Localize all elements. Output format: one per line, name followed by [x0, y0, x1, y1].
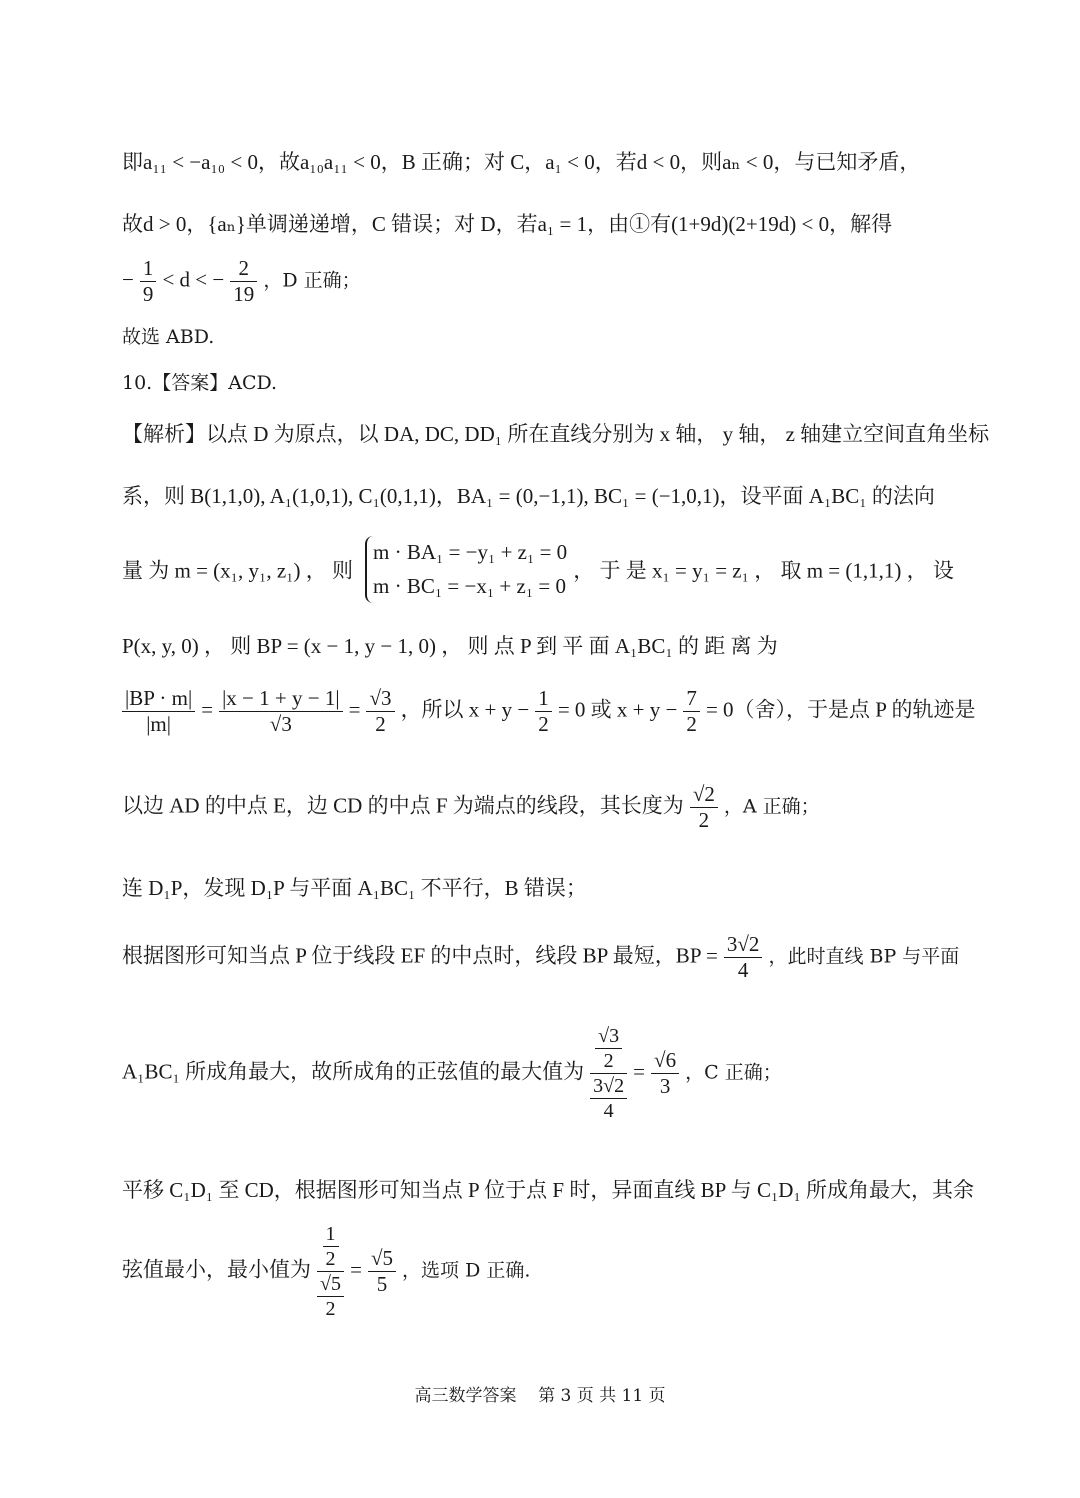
- fraction-two-nineteenths: $\frac{2}{19}$: [230, 256, 257, 307]
- text-line-11: 以边 AD 的中点 E，边 CD 的中点 F 为端点的线段，其长度为 $\frac{√2}{2}$ ，A 正确；: [122, 782, 820, 833]
- line-7-text: 系，则 B(1,1,0), A₁(1,0,1), C₁(0,1,1)，BA₁ = (0,−1,1), BC₁ = (−1,0,1)，设平面 A₁BC₁ 的法向: [122, 484, 935, 508]
- line-4-text: 故选 ABD.: [122, 326, 215, 348]
- fraction-one-ninth: $\frac{1}{9}$: [140, 256, 157, 307]
- text-line-13: 根据图形可知当点 P 位于线段 EF 的中点时，线段 BP 最短，BP = $\frac{3√2}{4}$ ，此时直线 BP 与平面: [122, 932, 960, 983]
- text-line-3: [122, 256, 361, 307]
- fraction-bp-dot-m: $\frac{|BP \cdot m|}{|m|}$: [122, 686, 195, 737]
- line-3-tail: ，D 正确；: [263, 269, 361, 292]
- fraction-sqrt2-over-2: $\frac{√2}{2}$: [690, 782, 718, 833]
- compound-fraction-cosine: $\frac{\frac{1}{2}}{\frac{√5}{2}}$: [317, 1222, 344, 1321]
- text-line-4: [122, 322, 214, 349]
- text-line-14: A₁BC₁ 所成角最大，故所成角的正弦值的最大值为 $\frac{\frac{√3}{2}}{\frac{3√2}{4}}$ = $\frac{√6}{3}$ ，C 正确；: [122, 1025, 782, 1122]
- fraction-3sqrt2-over-4: $\frac{3√2}{4}$: [724, 932, 763, 983]
- fraction-seven-halves: $\frac{7}{2}$: [683, 686, 700, 737]
- text-line-8: [122, 536, 954, 603]
- text-line-15: 平移 C₁D₁ 至 CD，根据图形可知当点 P 位于点 F 时，异面直线 BP 与 C₁D₁ 所成角最大，其余: [122, 1178, 975, 1202]
- fraction-abs-expr: $\frac{|x - 1 + y - 1|}{√3}$: [219, 686, 342, 737]
- text-line-10: $\frac{|BP \cdot m|}{|m|}$ = $\frac{|x - 1 + y - 1|}{√3}$ = $\frac{√3}{2}$ ，所以 x + y − $\frac{1}{2}$ = 0 或 x + y − $\frac{7}{2}$ = 0（舍），于是点 P 的轨迹是: [122, 686, 975, 737]
- fraction-sqrt6-over-3: $\frac{√6}{3}$: [651, 1048, 679, 1099]
- fraction-sqrt3-over-2: $\frac{√3}{2}$: [366, 686, 394, 737]
- text-line-6: [122, 418, 989, 448]
- line-8-pre: 量 为 m = (x₁, y₁, z₁) ， 则: [122, 558, 353, 583]
- line-8-post: ， 于 是 x₁ = y₁ = z₁ ， 取 m = (1,1,1) ， 设: [573, 558, 954, 583]
- text-line-1: [122, 146, 920, 176]
- line-1-text: 即a₁₁ < −a₁₀ < 0，故a₁₀a₁₁ < 0，B 正确；对 C，a₁ < 0，若d < 0，则aₙ < 0，与已知矛盾，: [122, 150, 921, 174]
- minus-sign: −: [122, 267, 134, 292]
- text-line-7: [122, 480, 935, 510]
- line-6-text: 【解析】以点 D 为原点，以 DA, DC, DD₁ 所在直线分别为 x 轴， y 轴， z 轴建立空间直角坐标: [122, 422, 990, 446]
- line-2-text: 故d > 0，{aₙ}单调递递增，C 错误；对 D，若a₁ = 1，由①有(1+9d)(2+19d) < 0，解得: [122, 212, 893, 236]
- text-line-2: [122, 208, 892, 238]
- compound-fraction-sine: $\frac{\frac{√3}{2}}{\frac{3√2}{4}}$: [590, 1024, 627, 1123]
- page-footer: 高三数学答案 第 3 页 共 11 页: [414, 1386, 666, 1406]
- text-line-16: 弦值最小，最小值为 $\frac{\frac{1}{2}}{\frac{√5}{2}}$ = $\frac{√5}{5}$ ，选项 D 正确.: [122, 1223, 531, 1320]
- line-5-text: 10.【答案】ACD.: [122, 372, 278, 394]
- answer-heading-10: [122, 368, 277, 395]
- text-line-9: [122, 630, 778, 660]
- inequality-mid: < d < −: [162, 267, 225, 292]
- line-9-text: P(x, y, 0) ， 则 BP = (x − 1, y − 1, 0) ， 则 点 P 到 平 面 A₁BC₁ 的 距 离 为: [122, 634, 778, 658]
- text-line-12: 连 D₁P，发现 D₁P 与平面 A₁BC₁ 不平行，B 错误；: [122, 876, 587, 900]
- fraction-one-half: $\frac{1}{2}$: [535, 686, 552, 737]
- equation-system: [365, 536, 567, 603]
- system-eq-1: m · BA₁ = −y₁ + z₁ = 0: [373, 540, 568, 564]
- system-eq-2: m · BC₁ = −x₁ + z₁ = 0: [373, 573, 566, 598]
- fraction-sqrt5-over-5: $\frac{√5}{5}$: [368, 1246, 396, 1297]
